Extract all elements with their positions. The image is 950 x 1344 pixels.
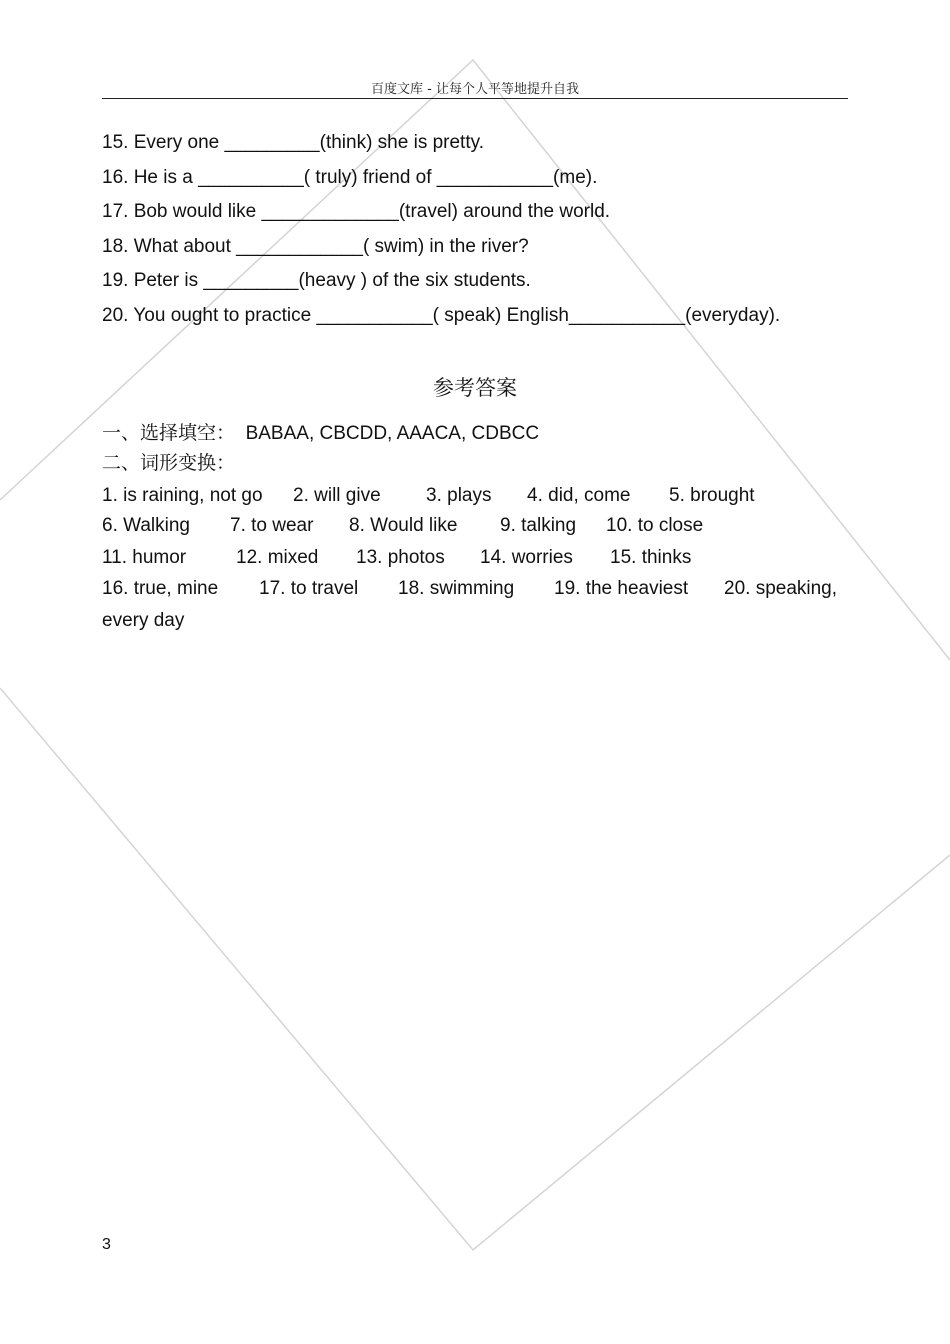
answer-item: 16. true, mine (102, 578, 219, 599)
answer-item: 6. Walking (102, 515, 190, 536)
answer-item: 20. speaking, (724, 578, 838, 599)
answer-item: 2. will give (293, 485, 381, 506)
page-number: 3 (102, 1236, 111, 1253)
answer-item: 9. talking (500, 515, 577, 536)
answer-item: 1. is raining, not go (102, 485, 263, 506)
section-label: 二、词形变换： (102, 452, 236, 474)
answer-item: 10. to close (606, 515, 704, 536)
choice-answers: BABAA, CBCDD, AAACA, CDBCC (245, 423, 540, 444)
answer-item: 13. photos (356, 547, 445, 568)
exercise-item: 20. You ought to practice ___________( speak) English___________(everyday). (102, 304, 781, 326)
section-choice (102, 420, 539, 447)
exercise-item: 19. Peter is _________(heavy ) of the six students. (102, 270, 531, 292)
answer-item: every day (102, 610, 185, 631)
answer-item: 19. the heaviest (554, 578, 689, 599)
answer-item: 12. mixed (236, 547, 319, 568)
page-header: 百度文库 - 让每个人平等地提升自我 (371, 82, 579, 97)
exercise-item: 17. Bob would like _____________(travel) around the world. (102, 201, 611, 223)
exercise-item: 16. He is a __________( truly) friend of ___________(me). (102, 166, 598, 188)
answer-item: 18. swimming (398, 578, 515, 599)
exercise-item: 15. Every one _________(think) she is pretty. (102, 132, 484, 153)
answer-item: 3. plays (426, 485, 492, 506)
exercise-list (102, 130, 848, 338)
section-label: 一、选择填空： (102, 422, 236, 444)
answer-item: 5. brought (669, 485, 755, 506)
answer-item: 14. worries (480, 547, 573, 568)
answer-key-title: 参考答案 (433, 376, 517, 400)
header-divider (102, 98, 848, 99)
answer-item: 15. thinks (610, 547, 692, 568)
answer-item: 8. Would like (349, 515, 458, 536)
exercise-item: 18. What about ____________( swim) in the river? (102, 235, 529, 257)
answer-item: 4. did, come (527, 485, 631, 506)
answer-item: 17. to travel (259, 578, 359, 599)
section-word-forms (102, 450, 235, 477)
answer-item: 7. to wear (230, 515, 314, 536)
answer-item: 11. humor (102, 547, 187, 568)
